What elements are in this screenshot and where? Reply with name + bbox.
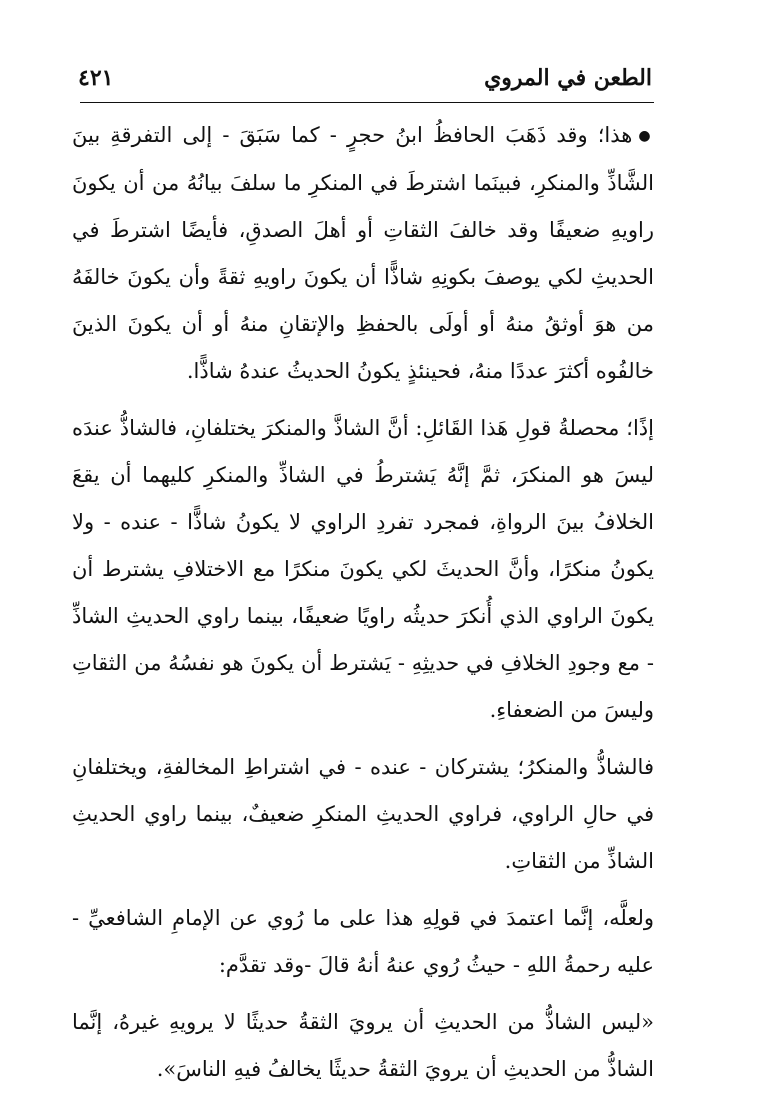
page-number: ٤٢١: [78, 65, 114, 91]
paragraph-text: «ليس الشاذُّ من الحديثِ أن يرويَ الثقةُ حديثًا لا يرويهِ غيرهُ، إنَّما الشاذُّ من الحديثِ أن يرويَ الثقةُ حديثًا يخالفُ فيهِ الناسَ».: [72, 1010, 654, 1081]
paragraph: [72, 744, 654, 885]
paragraph: [72, 895, 654, 989]
paragraph: [72, 112, 654, 395]
paragraph-text: إذًا؛ محصلةُ قولِ هَذا القَائلِ: أنَّ الشاذَّ والمنكرَ يختلفانِ، فالشاذُّ عندَه ليسَ هو المنكرَ، ثمَّ إنَّهُ يَشترطُ في الشاذِّ والمنكرِ كليهما أن يقعَ الخلافُ بينَ الرواةِ، فمجرد تفردِ الراوي لا يكونُ شاذًّا - عنده - ولا يكونُ منكرًا، وأنَّ الحديثَ لكي يكونَ منكرًا مع الاختلافِ يشترط أن يكونَ الراوي الذي أُنكرَ حديثُه راويًا ضعيفًا، بينما راوي الحديثِ الشاذِّ - مع وجودِ الخلافِ في حديثِهِ - يَشترط أن يكونَ هو نفسُهُ من الثقاتِ وليسَ من الضعفاءِ.: [72, 416, 654, 722]
bullet-icon: ●: [638, 128, 654, 144]
running-title: الطعن في المروي: [484, 65, 652, 91]
page-body: [72, 112, 654, 1103]
paragraph: [72, 405, 654, 734]
paragraph-text: ولعلَّه، إنَّما اعتمدَ في قولِهِ هذا على ما رُوي عن الإمامِ الشافعيِّ - عليه رحمةُ اللهِ - حيثُ رُوي عنهُ أنهُ قالَ -وقد تقدَّم:: [72, 906, 654, 977]
quotation-paragraph: [72, 999, 654, 1093]
page-header: [78, 58, 652, 98]
paragraph-text: فالشاذُّ والمنكرُ؛ يشتركان - عنده - في اشتراطِ المخالفةِ، ويختلفانِ في حالِ الراوي، فراوي الحديثِ المنكرِ ضعيفٌ، بينما راوي الحديثِ الشاذِّ من الثقاتِ.: [72, 755, 654, 873]
header-divider: [80, 102, 654, 103]
paragraph-text: هذا؛ وقد ذَهَبَ الحافظُ ابنُ حجرٍ - كما سَبَقَ - إلى التفرقةِ بينَ الشَّاذِّ والمنكرِ، فبينَما اشترطَ في المنكرِ ما سلفَ بيانُهُ من أن يكونَ راويهِ ضعيفًا وقد خالفَ الثقاتِ أو أهلَ الصدقِ، فأيضًا اشترطَ في الحديثِ لكي يوصفَ بكونِهِ شاذًّا أن يكونَ راويهِ ثقةً وأن يكونَ خالفَهُ من هوَ أوثقُ منهُ أو أولَى بالحفظِ والإتقانِ منهُ أو أن يكونَ الذينَ خالفُوه أكثرَ عددًا منهُ، فحينئذٍ يكونُ الحديثُ عندهُ شاذًّا.: [72, 123, 654, 383]
